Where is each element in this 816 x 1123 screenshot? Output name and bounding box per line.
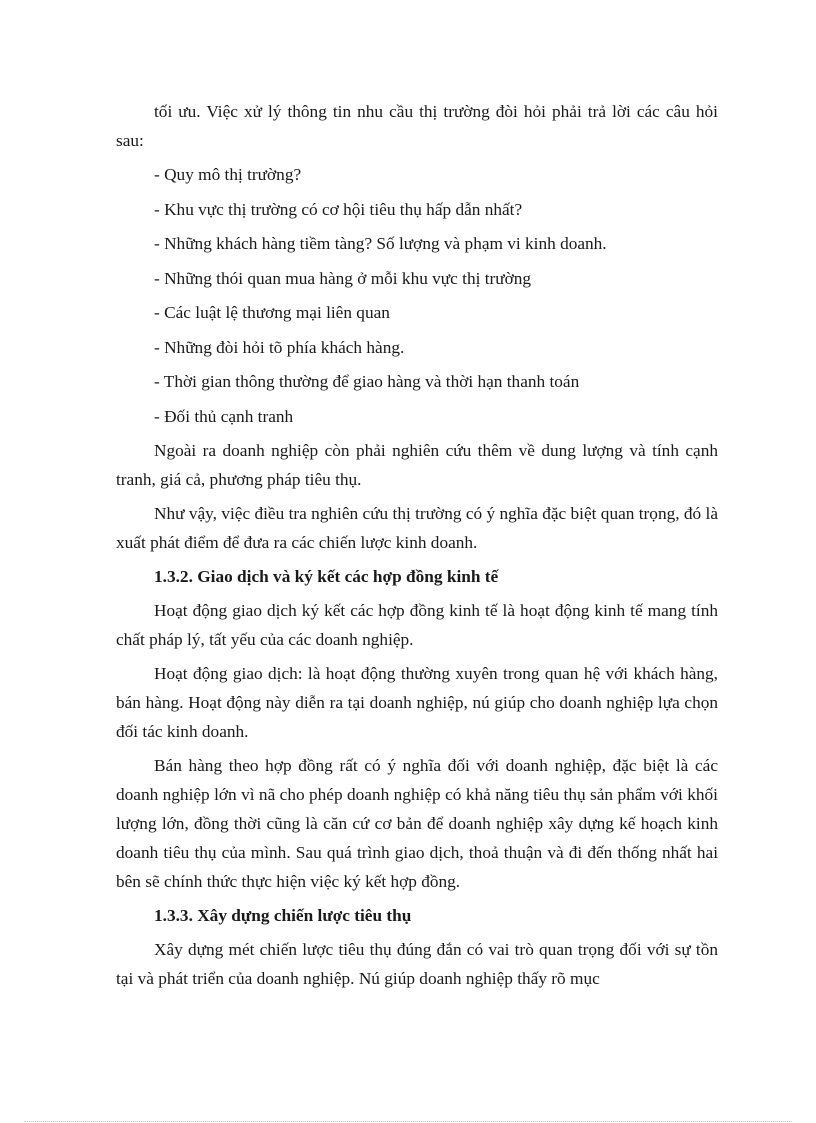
paragraph-transaction-activity: Hoạt động giao dịch: là hoạt động thường xuyên trong quan hệ với khách hàng, bán hàng. Hoạt động này diễn ra tại doanh nghiệp, nú giúp cho doanh nghiệp lựa chọn đối tác kinh doanh. bbox=[116, 664, 718, 741]
section-heading-1-3-3: 1.3.3. Xây dựng chiến lược tiêu thụ bbox=[154, 906, 412, 925]
paragraph-transactions: Hoạt động giao dịch ký kết các hợp đồng kinh tế là hoạt động kinh tế mang tính chất pháp lý, tất yếu của các doanh nghiệp. bbox=[116, 601, 718, 649]
bullet-item: - Đối thủ cạnh tranh bbox=[154, 406, 294, 426]
paragraph-conclusion: Như vậy, việc điều tra nghiên cứu thị trường có ý nghĩa đặc biệt quan trọng, đó là xuất phát điểm để đưa ra các chiến lược kinh doanh. bbox=[116, 504, 718, 552]
bullet-item: - Khu vực thị trường có cơ hội tiêu thụ hấp dẫn nhất? bbox=[154, 199, 523, 219]
bullet-item: - Những đòi hỏi tõ phía khách hàng. bbox=[154, 337, 405, 357]
bullet-item: - Quy mô thị trường? bbox=[154, 165, 302, 184]
paragraph-strategy: Xây dựng mét chiến lược tiêu thụ đúng đắn có vai trò quan trọng đối với sự tồn tại và phát triển của doanh nghiệp. Nú giúp doanh nghiệp thấy rõ mục bbox=[116, 940, 718, 988]
section-heading-1-3-2: 1.3.2. Giao dịch và ký kết các hợp đồng kinh tế bbox=[154, 567, 499, 586]
bullet-item: - Những thói quan mua hàng ở mỗi khu vực thị trường bbox=[154, 268, 532, 288]
page-bottom-divider bbox=[24, 1121, 792, 1122]
paragraph-research: Ngoài ra doanh nghiệp còn phải nghiên cứu thêm về dung lượng và tính cạnh tranh, giá cả, phương pháp tiêu thụ. bbox=[116, 441, 718, 489]
page-body bbox=[116, 97, 718, 998]
paragraph-contract-sales: Bán hàng theo hợp đồng rất có ý nghĩa đối với doanh nghiệp, đặc biệt là các doanh nghiệp lớn vì nã cho phép doanh nghiệp có khả năng tiêu thụ sản phẩm với khối lượng lớn, đồng thời cũng là căn cứ cơ bản để doanh nghiệp xây dựng kế hoạch kinh doanh tiêu thụ của mình. Sau quá trình giao dịch, thoả thuận và đi đến thống nhất hai bên sẽ chính thức thực hiện việc ký kết hợp đồng. bbox=[116, 756, 718, 891]
paragraph-intro: tối ưu. Việc xử lý thông tin nhu cầu thị trường đòi hỏi phải trả lời các câu hỏi sau: bbox=[116, 102, 718, 150]
bullet-item: - Những khách hàng tiềm tàng? Số lượng và phạm vi kinh doanh. bbox=[154, 234, 607, 253]
bullet-item: - Các luật lệ thương mại liên quan bbox=[154, 303, 390, 322]
bullet-item: - Thời gian thông thường để giao hàng và thời hạn thanh toán bbox=[154, 372, 580, 391]
